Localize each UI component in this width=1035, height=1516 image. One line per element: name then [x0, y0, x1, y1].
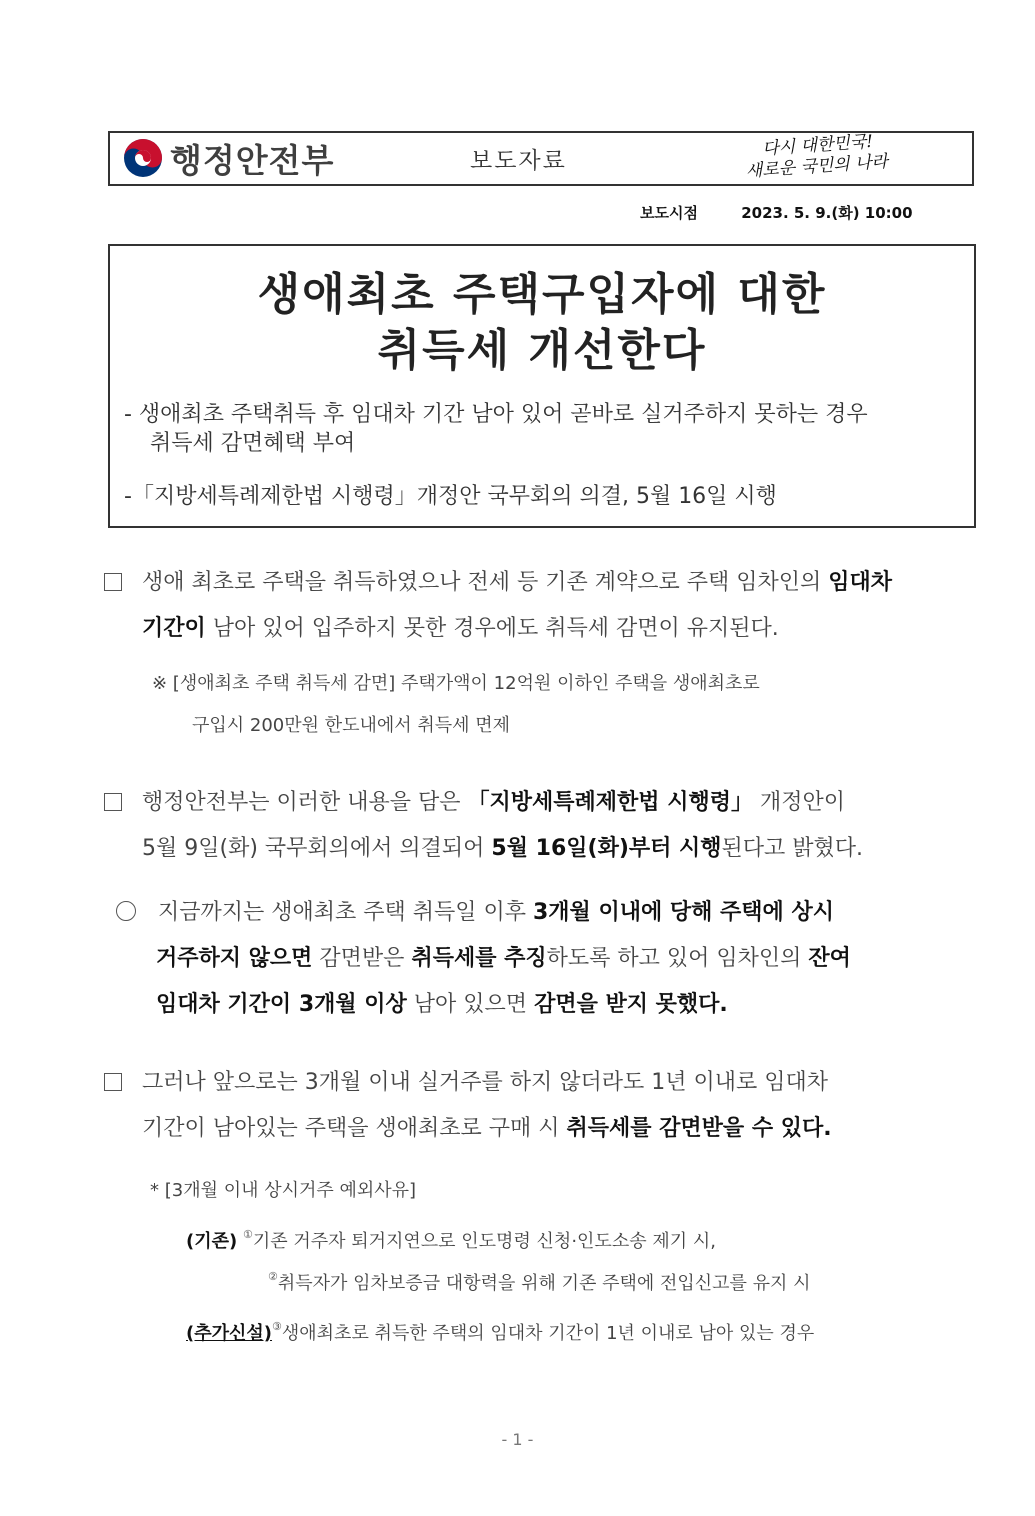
p4-text-b: 기간이 남아있는 주택을 생애최초로 구매 시	[142, 1116, 567, 1141]
p3-bold-c: 거주하지 않으면	[156, 946, 313, 971]
paragraph-2	[104, 780, 984, 872]
p3-bold-h: 임대차 기간이 3개월 이상	[156, 992, 407, 1017]
p2-bold-e: 5월 16일(화)부터 시행	[491, 836, 722, 861]
subtitle-1-line2: 취득세 감면혜택 부여	[150, 431, 356, 456]
new-label: (추가신설)	[186, 1323, 273, 1344]
p1-text-d: 남아 있어 입주하지 못한 경우에도 취득세 감면이 유지된다.	[205, 616, 779, 641]
ministry-logo	[122, 136, 334, 180]
note-1-line1: ※ [생애최초 주택 취득세 감면] 주택가액이 12억원 이하인 주택을 생애최초로	[152, 673, 760, 694]
p4-text-a: 그러나 앞으로는 3개월 이내 실거주를 하지 않더라도 1년 이내로 임대차	[142, 1070, 828, 1095]
p1-text-a: 생애 최초로 주택을 취득하였으나 전세 등 기존 계약으로 주택 임차인의	[142, 570, 829, 595]
p2-text-a: 행정안전부는 이러한 내용을 담은	[142, 790, 468, 815]
taegeuk-icon	[122, 137, 164, 179]
note-1-line2: 구입시 200만원 한도내에서 취득세 면제	[192, 715, 511, 736]
note-2-item2	[268, 1256, 811, 1305]
org-name: 행정안전부	[170, 140, 335, 180]
subtitle-1	[124, 400, 868, 458]
p3-bold-b: 3개월 이내에 당해 주택에 상시	[533, 900, 834, 925]
release-label: 보도시점	[640, 204, 698, 222]
release-time: 2023. 5. 9.(화) 10:00	[741, 204, 913, 222]
slogan-line1: 다시 대한민국!	[761, 131, 874, 160]
checkbox-bullet-icon	[104, 793, 122, 811]
p2-text-f: 된다고 밝혔다.	[721, 836, 864, 861]
item3-num: ③	[272, 1320, 282, 1333]
p3-text-a: 지금까지는 생애최초 주택 취득일 이후	[158, 900, 533, 925]
item3-text: 생애최초로 취득한 주택의 임대차 기간이 1년 이내로 남아 있는 경우	[281, 1323, 815, 1344]
paragraph-1	[104, 560, 984, 652]
note-1	[152, 663, 760, 747]
p3-text-f: 하도록 하고 있어 임차인의	[546, 946, 809, 971]
item2-text: 취득자가 임차보증금 대항력을 위해 기존 주택에 전입신고를 유지 시	[277, 1273, 811, 1294]
release-info	[640, 202, 913, 223]
p2-text-d: 5월 9일(화) 국무회의에서 의결되어	[142, 836, 492, 861]
p1-bold-c: 기간이	[142, 616, 206, 641]
title-line1: 생애최초 주택구입자에 대한	[257, 269, 827, 320]
item1-num: ①	[242, 1228, 253, 1241]
note-2-new	[186, 1306, 814, 1355]
title-line2: 취득세 개선한다	[377, 325, 707, 376]
paragraph-4	[104, 1060, 984, 1152]
note-2-header: * [3개월 이내 상시거주 예외사유]	[150, 1180, 417, 1201]
p1-bold-b: 임대차	[828, 570, 893, 595]
checkbox-bullet-icon	[104, 573, 122, 591]
p2-bold-b: 「지방세특례제한법 시행령」	[467, 790, 753, 815]
p3-bold-e: 취득세를 추징	[411, 946, 547, 971]
p2-text-c: 개정안이	[752, 790, 845, 815]
p3-text-d: 감면받은	[312, 946, 412, 971]
page-number: - 1 -	[501, 1430, 534, 1449]
p3-bold-g: 잔여	[808, 946, 851, 971]
circle-bullet-icon	[116, 901, 136, 921]
paragraph-3	[116, 890, 986, 1028]
slogan-line2: 새로운 국민의 나라	[745, 151, 889, 182]
item1-text: 기존 거주자 퇴거지연으로 인도명령 신청·인도소송 제기 시,	[252, 1231, 716, 1252]
doc-type: 보도자료	[470, 148, 567, 174]
subtitle-2: -「지방세특례제한법 시행령」개정안 국무회의 의결, 5월 16일 시행	[124, 484, 777, 509]
p3-text-i: 남아 있으면	[406, 992, 535, 1017]
item2-num: ②	[268, 1270, 278, 1283]
p3-bold-j: 감면을 받지 못했다.	[534, 992, 728, 1017]
subtitle-1-line1: - 생애최초 주택취득 후 임대차 기간 남아 있어 곧바로 실거주하지 못하는 경우	[124, 402, 868, 427]
existing-label: (기존)	[186, 1231, 238, 1252]
checkbox-bullet-icon	[104, 1073, 122, 1091]
p4-bold-c: 취득세를 감면받을 수 있다.	[566, 1116, 832, 1141]
